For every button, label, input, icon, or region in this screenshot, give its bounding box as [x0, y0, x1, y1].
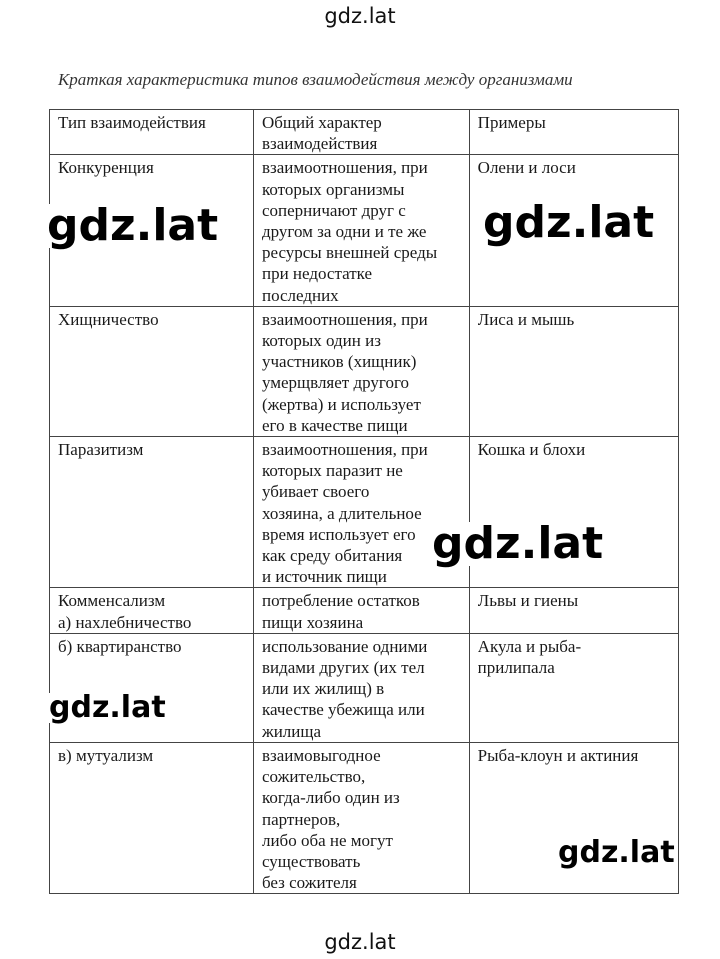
cell-text-line: (жертва) и использует [261, 394, 421, 414]
watermark-overlay: gdz.lat [44, 204, 221, 248]
watermark-overlay: gdz.lat [46, 693, 169, 723]
examples-cell [469, 306, 678, 436]
cell-text-line: Олени и лоси [477, 158, 576, 178]
cell-text-line: взаимоотношения, при [261, 158, 428, 178]
cell-text-line: Примеры [477, 113, 546, 132]
cell-text-line: последних [261, 285, 339, 305]
cell-text-line: которых организмы [261, 179, 405, 199]
cell-text-line: Акула и рыба- [477, 636, 582, 656]
cell-text-line: в) мутуализм [58, 745, 154, 765]
cell-text-line: без сожителя [261, 873, 357, 893]
cell-text-line: существовать [261, 851, 361, 871]
cell-text-line: Комменсализм [58, 591, 166, 611]
cell-text-line: прилипала [477, 658, 555, 678]
table-row [50, 633, 679, 742]
site-watermark-bottom: gdz.lat [324, 930, 396, 954]
cell-text-line: Тип взаимодействия [58, 113, 206, 132]
cell-text-line: как среду обитания [261, 546, 403, 566]
cell-text-line: Рыба-клоун и актиния [477, 745, 639, 765]
cell-text-line: Лиса и мышь [477, 309, 575, 329]
cell-text-line: взаимовыгодное [261, 745, 381, 765]
cell-text-line: Кошка и блохи [477, 440, 586, 460]
cell-text-line: участников (хищник) [261, 352, 417, 372]
cell-text-line: потребление остатков [261, 591, 420, 611]
description-cell [253, 155, 469, 306]
cell-text-line: которых паразит не [261, 461, 403, 481]
table-row [50, 588, 679, 633]
examples-cell [469, 742, 678, 893]
interaction-type-cell [50, 588, 254, 633]
description-cell [253, 742, 469, 893]
column-header [253, 110, 469, 155]
cell-text-line: Паразитизм [58, 440, 144, 460]
cell-text-line: время использует его [261, 524, 416, 544]
cell-text-line: пищи хозяина [261, 612, 364, 632]
cell-text-line: другом за одни и те же [261, 222, 427, 242]
table-header-row [50, 110, 679, 155]
interaction-type-cell [50, 742, 254, 893]
cell-text-line: хозяина, а длительное [261, 503, 422, 523]
cell-text-line: или их жилищ) в [261, 679, 385, 699]
watermark-overlay: gdz.lat [429, 522, 606, 566]
cell-text-line: которых один из [261, 331, 381, 351]
cell-text-line: взаимоотношения, при [261, 440, 428, 460]
table-row [50, 306, 679, 436]
description-cell [253, 633, 469, 742]
column-header [50, 110, 254, 155]
cell-text-line: его в качестве пищи [261, 415, 408, 435]
site-watermark-top: gdz.lat [324, 4, 396, 28]
interaction-type-cell [50, 306, 254, 436]
examples-cell [469, 633, 678, 742]
cell-text-line: взаимодействия [261, 134, 378, 154]
cell-text-line: партнеров, [261, 809, 341, 829]
cell-text-line: либо оба не могут [261, 830, 393, 850]
column-header [469, 110, 678, 155]
description-cell [253, 306, 469, 436]
cell-text-line: а) нахлебничество [58, 612, 192, 632]
cell-text-line: сожительство, [261, 767, 366, 787]
cell-text-line: использование одними [261, 636, 428, 656]
cell-text-line: качестве убежища или [261, 700, 425, 720]
watermark-overlay: gdz.lat [555, 838, 678, 868]
interaction-type-cell [50, 437, 254, 588]
table-caption: Краткая характеристика типов взаимодействия между организмами [58, 70, 573, 89]
cell-text-line: Конкуренция [58, 158, 154, 178]
examples-cell [469, 588, 678, 633]
watermark-overlay: gdz.lat [480, 201, 657, 245]
cell-text-line: убивает своего [261, 482, 370, 502]
cell-text-line: соперничают друг с [261, 200, 406, 220]
cell-text-line: умерщвляет другого [261, 373, 409, 393]
cell-text-line: видами других (их тел [261, 658, 425, 678]
cell-text-line: когда-либо один из [261, 788, 400, 808]
interaction-type-cell [50, 633, 254, 742]
description-cell [253, 588, 469, 633]
cell-text-line: и источник пищи [261, 567, 387, 587]
cell-text-line: Хищничество [58, 309, 159, 329]
cell-text-line: ресурсы внешней среды [261, 243, 438, 263]
table-row [50, 742, 679, 893]
cell-text-line: Львы и гиены [477, 591, 579, 611]
cell-text-line: б) квартиранство [58, 636, 182, 656]
cell-text-line: Общий характер [261, 113, 382, 132]
cell-text-line: при недостатке [261, 264, 373, 284]
cell-text-line: взаимоотношения, при [261, 309, 428, 329]
cell-text-line: жилища [261, 721, 322, 741]
